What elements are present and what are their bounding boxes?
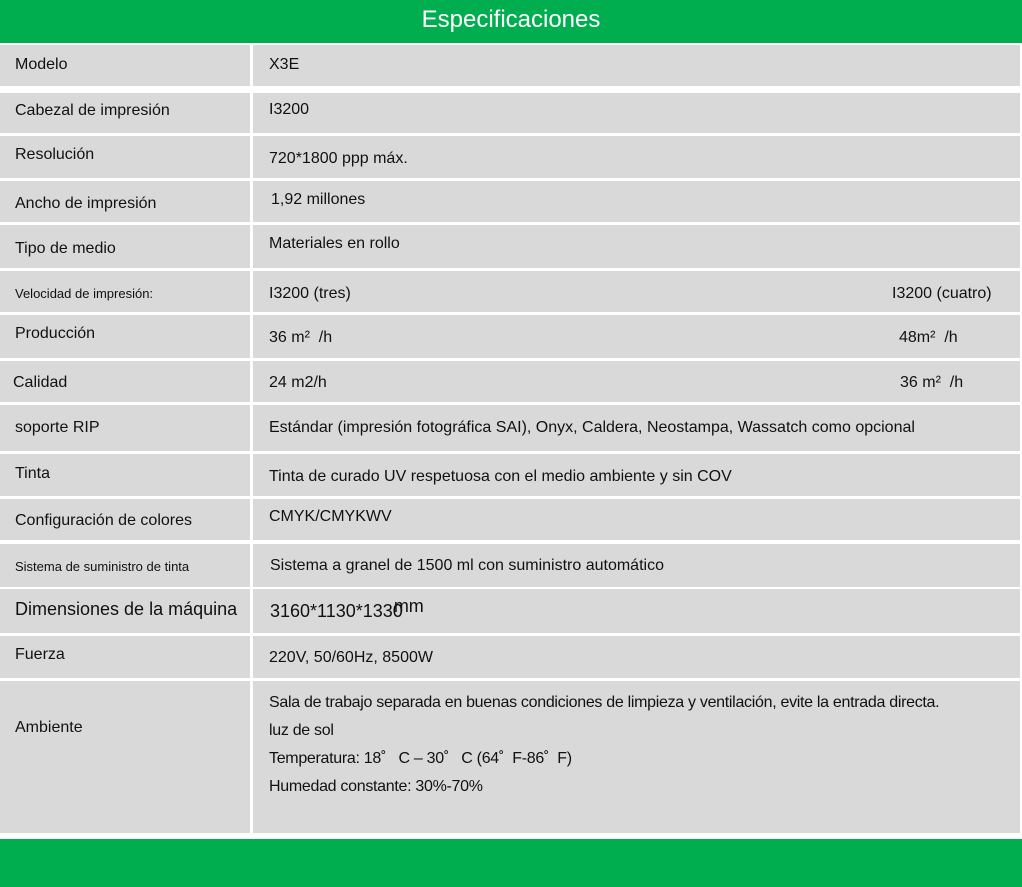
- row-label-cell: [0, 136, 250, 178]
- row-value-cell: [253, 93, 1020, 133]
- row-value-secondary: 48m² /h: [899, 329, 958, 346]
- row-value-cell: [253, 361, 1020, 402]
- row-label: Tinta: [15, 465, 50, 482]
- row-value: 1,92 millones: [271, 191, 366, 208]
- row-value: I3200: [269, 101, 310, 118]
- dimensions-unit: mm: [393, 596, 424, 616]
- environment-line: luz de sol: [269, 722, 334, 739]
- row-value-cell: [253, 636, 1020, 678]
- row-value: 220V, 50/60Hz, 8500W: [269, 649, 433, 666]
- row-label: Tipo de medio: [15, 240, 116, 257]
- row-label-cell: [0, 499, 250, 540]
- row-value: Tinta de curado UV respetuosa con el medio ambiente y sin COV: [269, 468, 732, 485]
- row-value-cell: [253, 315, 1020, 358]
- table-row-ambiente: [0, 681, 1020, 833]
- table-row-modelo: [0, 45, 1020, 86]
- table-row-rip: [0, 405, 1020, 451]
- environment-line: Sala de trabajo separada en buenas condiciones de limpieza y ventilación, evite la entrada directa.: [269, 694, 940, 711]
- environment-line: Humedad constante: 30%-70%: [269, 778, 483, 795]
- table-row-colores: [0, 499, 1020, 540]
- row-value: CMYK/CMYKWV: [269, 508, 392, 525]
- row-label: Calidad: [13, 374, 68, 391]
- row-label-cell: [0, 405, 250, 451]
- row-label-cell: [0, 636, 250, 678]
- table-row-cabezal: [0, 93, 1020, 133]
- table-row-resolucion: [0, 136, 1020, 178]
- specs-title-bar: [0, 0, 1022, 43]
- environment-lines: [269, 689, 939, 801]
- table-row-tipo-medio: [0, 225, 1020, 268]
- row-label: soporte RIP: [15, 419, 100, 436]
- table-row-calidad: [0, 361, 1020, 402]
- table-row-suministro: [0, 544, 1020, 587]
- row-value: 24 m2/h: [269, 374, 327, 391]
- environment-line: Temperatura: 18˚ C – 30˚ C (64˚ F-86˚ F): [269, 750, 572, 767]
- row-label: Resolución: [15, 146, 95, 163]
- row-label-cell: [0, 181, 250, 222]
- row-value: Estándar (impresión fotográfica SAI), Onyx, Caldera, Neostampa, Wassatch como opcional: [269, 419, 915, 436]
- row-value-cell: [253, 181, 1020, 222]
- row-value-cell: [253, 405, 1020, 451]
- row-label: Cabezal de impresión: [15, 102, 170, 119]
- row-value-secondary: I3200 (cuatro): [892, 285, 992, 302]
- footer-bar: [0, 839, 1022, 887]
- row-label: Dimensiones de la máquina: [15, 599, 238, 619]
- table-row-tinta: [0, 454, 1020, 496]
- row-label: Configuración de colores: [15, 512, 192, 529]
- row-value: Materiales en rollo: [269, 235, 400, 252]
- specs-title: Especificaciones: [421, 6, 601, 33]
- row-value-cell: [253, 589, 1020, 633]
- row-label-cell: [0, 315, 250, 358]
- row-label-cell: [0, 271, 250, 312]
- row-label-cell: [0, 589, 250, 633]
- row-label: Modelo: [15, 56, 68, 73]
- row-value-cell: [253, 681, 1020, 833]
- table-row-fuerza: [0, 636, 1020, 678]
- row-label: Velocidad de impresión:: [15, 286, 154, 301]
- row-label-cell: [0, 225, 250, 268]
- row-value-cell: [253, 499, 1020, 540]
- row-value-cell: [253, 225, 1020, 268]
- row-label: Producción: [15, 325, 96, 342]
- row-value-cell: [253, 136, 1020, 178]
- table-row-dimensiones: [0, 589, 1020, 633]
- row-label-cell: [0, 544, 250, 587]
- row-value-cell: [253, 45, 1020, 86]
- row-label-cell: [0, 681, 250, 833]
- row-label-cell: [0, 454, 250, 496]
- row-label: Ancho de impresión: [15, 195, 157, 212]
- table-row-ancho: [0, 181, 1020, 222]
- row-value: 720*1800 ppp máx.: [269, 150, 408, 167]
- row-label-cell: [0, 93, 250, 133]
- row-label: Sistema de suministro de tinta: [15, 559, 190, 574]
- row-label-cell: [0, 45, 250, 86]
- row-value: [270, 596, 424, 622]
- row-value: X3E: [269, 56, 300, 73]
- row-value: Sistema a granel de 1500 ml con suministro automático: [270, 557, 664, 574]
- row-value-cell: [253, 454, 1020, 496]
- row-value: I3200 (tres): [269, 285, 351, 302]
- row-value-secondary: 36 m² /h: [900, 374, 964, 391]
- dimensions-number: 3160*1130*1330: [270, 601, 403, 621]
- row-value: 36 m² /h: [269, 329, 333, 346]
- table-row-produccion: [0, 315, 1020, 358]
- row-label: Ambiente: [15, 719, 83, 736]
- row-value-cell: [253, 271, 1020, 312]
- table-row-velocidad: [0, 271, 1020, 312]
- row-value-cell: [253, 544, 1020, 587]
- row-label: Fuerza: [15, 646, 65, 663]
- row-label-cell: [0, 361, 250, 402]
